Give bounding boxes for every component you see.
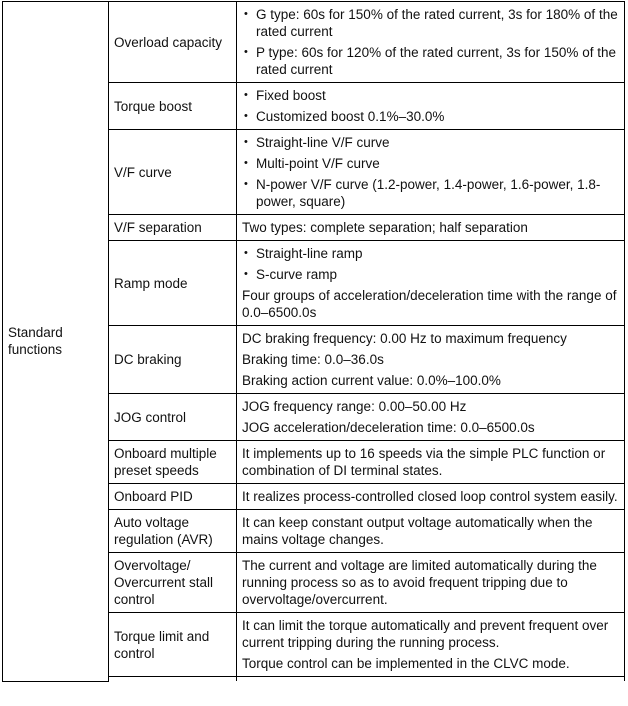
feature-cell: Ramp mode xyxy=(109,241,237,326)
description-cell xyxy=(237,2,625,83)
feature-cell: Overvoltage/ Overcurrent stall control xyxy=(109,553,237,613)
bullet-item: • S-curve ramp xyxy=(242,264,619,285)
feature-cell: DC braking xyxy=(109,326,237,394)
description-text: The current and voltage are limited automatically during the running process so as to avoid frequent tripping due to overvoltage/overcurrent. xyxy=(242,558,597,607)
description-cell-continuation xyxy=(237,677,625,682)
description-text: It implements up to 16 speeds via the simple PLC function or combination of DI terminal states. xyxy=(242,446,606,478)
bullet-item: • Customized boost 0.1%–30.0% xyxy=(242,106,619,127)
bullet-item: • Fixed boost xyxy=(242,85,619,106)
feature-cell-continuation xyxy=(109,677,237,682)
description-cell xyxy=(237,130,625,215)
description-cell xyxy=(237,215,625,241)
feature-cell: JOG control xyxy=(109,394,237,441)
description-cell xyxy=(237,510,625,553)
description-cell xyxy=(237,613,625,677)
description-text: Four groups of acceleration/deceleration time with the range of 0.0–6500.0s xyxy=(242,288,617,320)
spec-table xyxy=(2,1,625,682)
feature-cell: V/F curve xyxy=(109,130,237,215)
description-text: It can limit the torque automatically and prevent frequent over current tripping during the running process. xyxy=(242,618,609,650)
description-text: Torque control can be implemented in the CLVC mode. xyxy=(242,656,570,671)
bullet-item: • Straight-line V/F curve xyxy=(242,132,619,153)
description-text: It realizes process-controlled closed loop control system easily. xyxy=(242,489,618,504)
feature-cell: Torque limit and control xyxy=(109,613,237,677)
description-cell xyxy=(237,83,625,130)
description-cell xyxy=(237,484,625,510)
bullet-item: • G type: 60s for 150% of the rated current, 3s for 180% of the rated current xyxy=(242,4,619,42)
bullet-item: • Multi-point V/F curve xyxy=(242,153,619,174)
category-cell: Standard functions xyxy=(3,2,109,682)
description-text: Two types: complete separation; half separation xyxy=(242,220,528,235)
feature-cell: Auto voltage regulation (AVR) xyxy=(109,510,237,553)
feature-cell: Torque boost xyxy=(109,83,237,130)
description-cell xyxy=(237,394,625,441)
description-cell xyxy=(237,553,625,613)
feature-cell: Onboard multiple preset speeds xyxy=(109,441,237,484)
description-text: Braking time: 0.0–36.0s xyxy=(242,352,384,367)
feature-cell: V/F separation xyxy=(109,215,237,241)
feature-cell: Onboard PID xyxy=(109,484,237,510)
description-cell xyxy=(237,326,625,394)
description-text: Braking action current value: 0.0%–100.0% xyxy=(242,373,501,388)
bullet-item: • Straight-line ramp xyxy=(242,243,619,264)
description-text: JOG frequency range: 0.00–50.00 Hz xyxy=(242,399,467,414)
feature-cell: Overload capacity xyxy=(109,2,237,83)
description-text: It can keep constant output voltage automatically when the mains voltage changes. xyxy=(242,515,593,547)
description-text: DC braking frequency: 0.00 Hz to maximum frequency xyxy=(242,331,567,346)
description-cell xyxy=(237,241,625,326)
bullet-item: • P type: 60s for 120% of the rated current, 3s for 150% of the rated current xyxy=(242,42,619,80)
description-cell xyxy=(237,441,625,484)
bullet-item: • N-power V/F curve (1.2-power, 1.4-power, 1.6-power, 1.8-power, square) xyxy=(242,174,619,212)
description-text: JOG acceleration/deceleration time: 0.0–6500.0s xyxy=(242,420,535,435)
table-row xyxy=(3,2,625,83)
